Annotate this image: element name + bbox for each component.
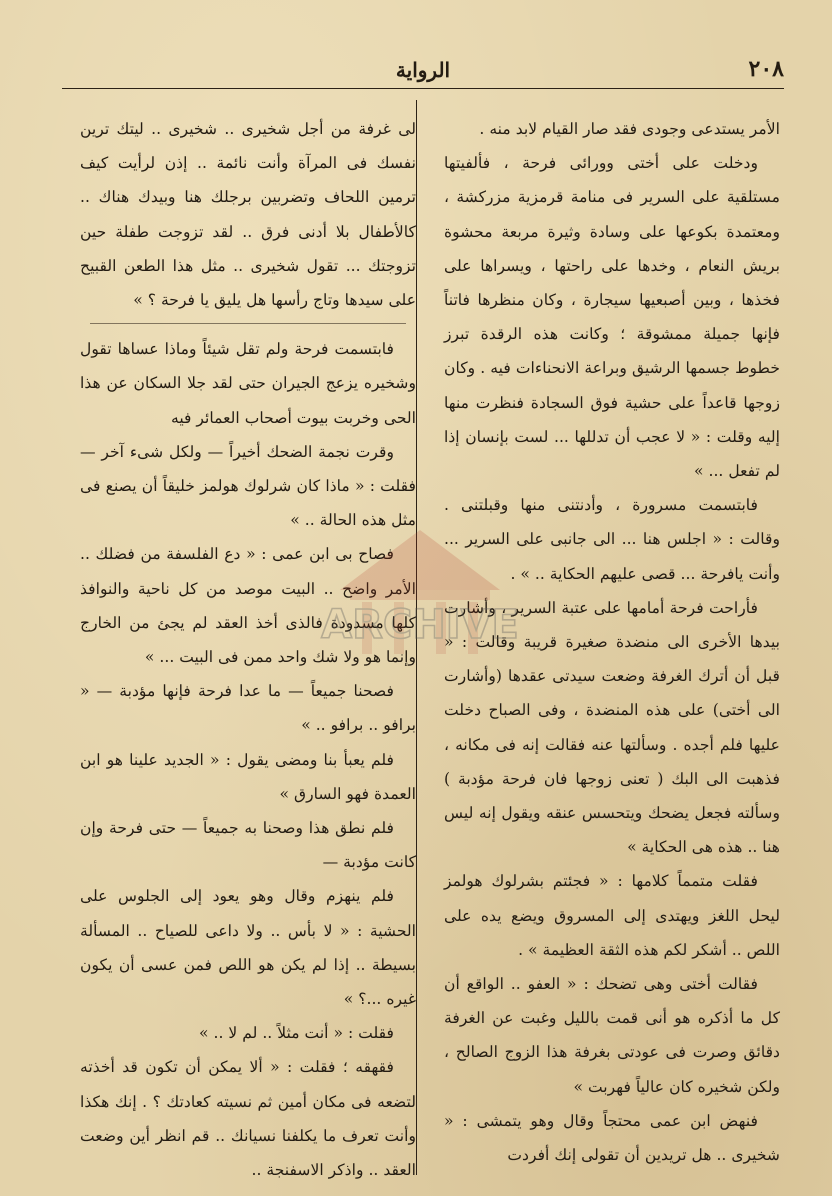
right-column xyxy=(444,112,780,1174)
paragraph: فصحنا جميعاً — ما عدا فرحة فإنها مؤدبة — « برافو .. برافو .. » xyxy=(80,682,416,735)
paragraph: فلم يعبأ بنا ومضى يقول : « الجديد علينا هو ابن العمدة فهو السارق » xyxy=(80,750,416,803)
paragraph: فقلت : « أنت مثلاً .. لم لا .. » xyxy=(199,1024,394,1043)
column-divider xyxy=(416,100,417,1175)
running-title: الرواية xyxy=(395,58,451,82)
paragraph: لى غرفة من أجل شخيرى .. شخيرى .. ليتك ترين نفسك فى المرآة وأنت نائمة .. إذن لرأيت كيف ترمين اللحاف وتضربين برجلك هنا وبيدك هناك .. كالأطفال بلا أدنى فرق .. لقد تزوجت طفلة حين تزوجتك ... تقول شخيرى .. مثل هذا الطعن القبيح على سيدها وتاج رأسها هل يليق يا فرحة ؟ » xyxy=(80,120,416,310)
header-rule xyxy=(62,88,784,89)
paragraph: فقلت متمماً كلامها : « فجئتم بشرلوك هولمز ليحل اللغز ويهتدى إلى المسروق ويضع يده على اللص .. أشكر لكم هذه الثقة العظيمة » . xyxy=(444,872,780,959)
paragraph: فقهقه ؛ فقلت : « ألا يمكن أن تكون قد أخذته لتضعه فى مكان أمين ثم نسيته كعادتك ؟ . إنك هكذا وأنت تعرف ما يكلفنا نسيانك .. قم انظر أين وضعت العقد .. واذكر الاسفنجة .. xyxy=(80,1058,416,1180)
left-column xyxy=(80,112,416,1180)
paragraph: فلم نطق هذا وصحنا به جميعاً — حتى فرحة وإن كانت مؤدبة — xyxy=(80,819,416,872)
paragraph: الأمر يستدعى وجودى فقد صار القيام لابد منه . xyxy=(479,120,780,138)
paragraph: فلم ينهزم وقال وهو يعود إلى الجلوس على الحشية : « لا بأس .. ولا داعى للصياح .. المسألة بسيطة .. إذا لم يكن هو اللص فمن عسى أن يكون غيره ...؟ » xyxy=(80,887,416,1009)
paragraph: وقرت نجمة الضحك أخيراً — ولكل شىء آخر — فقلت : « ماذا كان شرلوك هولمز خليقاً أن يصنع فى مثل هذه الحالة .. » xyxy=(80,442,416,530)
page-number: ٢٠٨ xyxy=(748,56,784,82)
paragraph: فنهض ابن عمى محتجاً وقال وهو يتمشى : « شخيرى .. هل تريدين أن تقولى إنك أفردت xyxy=(444,1111,780,1165)
section-rule xyxy=(90,323,406,324)
paragraph: فقالت أختى وهى تضحك : « العفو .. الواقع أن كل ما أذكره هو أنى قمت بالليل وغبت عن الغرفة دقائق وصرت فى عودتى بغرفة هذا الزوج الصالح ، ولكن شخيره كان عالياً فهربت » xyxy=(444,975,780,1096)
paragraph: ودخلت على أختى وورائى فرحة ، فألفيتها مستلقية على السرير فى منامة قرمزية مزركشة ، ومعتمدة بكوعها على وسادة وثيرة مربعة محشوة بريش النعام ، وخدها على راحتها ، ويسراها على فخذها ، وبين أصبعيها سيجارة ، وكان منظرها فاتناً فإنها جميلة ممشوقة ؛ وكانت هذه الرقدة تبرز خطوط جسمها الرشيق وبراعة الانحناءات فيه . وكان زوجها قاعداً على حشية فوق السجادة فنظرت منها إليه وقلت : « لا عجب أن تدللها ... لست بإنسان إذا لم تفعل ... » xyxy=(444,154,780,481)
watermark-text: ARCHIVE xyxy=(321,602,519,648)
paragraph: فصاح بى ابن عمى : « دع الفلسفة من فضلك .. الأمر واضح .. البيت موصد من كل ناحية والنوافذ كلها مسدودة فالذى أخذ العقد لم يجئ من الخارج وإنما هو ولا شك واحد ممن فى البيت ... » xyxy=(80,545,416,667)
paragraph: فابتسمت مسرورة ، وأدنتنى منها وقبلتنى . وقالت : « اجلس هنا ... الى جانبى على السرير ... وأنت يافرحة ... قصى عليهم الحكاية .. » . xyxy=(444,496,780,583)
paragraph: فأراحت فرحة أمامها على عتبة السرير ، وأشارت بيدها الأخرى الى منضدة صغيرة قريبة وقالت : « قبل أن أترك الغرفة وضعت سيدتى عقدها (وأشارت الى أختى) على هذه المنضدة ، وفى الصباح دخلت عليها فلم أجده . وسألتها عنه فقالت إنه فى مكانه ، فذهبت الى البك ( تعنى زوجها فان فرحة مؤدبة ) وسألته فجعل يضحك ويتحسس عنقه ويقول إنه ليس هنا .. هذه هى الحكاية » xyxy=(444,598,780,857)
paragraph: فابتسمت فرحة ولم تقل شيئاً وماذا عساها تقول وشخيره يزعج الجيران حتى لقد جلا السكان عن هذا الحى وخربت بيوت أصحاب العمائر فيه xyxy=(80,340,416,427)
page-header xyxy=(62,52,784,88)
